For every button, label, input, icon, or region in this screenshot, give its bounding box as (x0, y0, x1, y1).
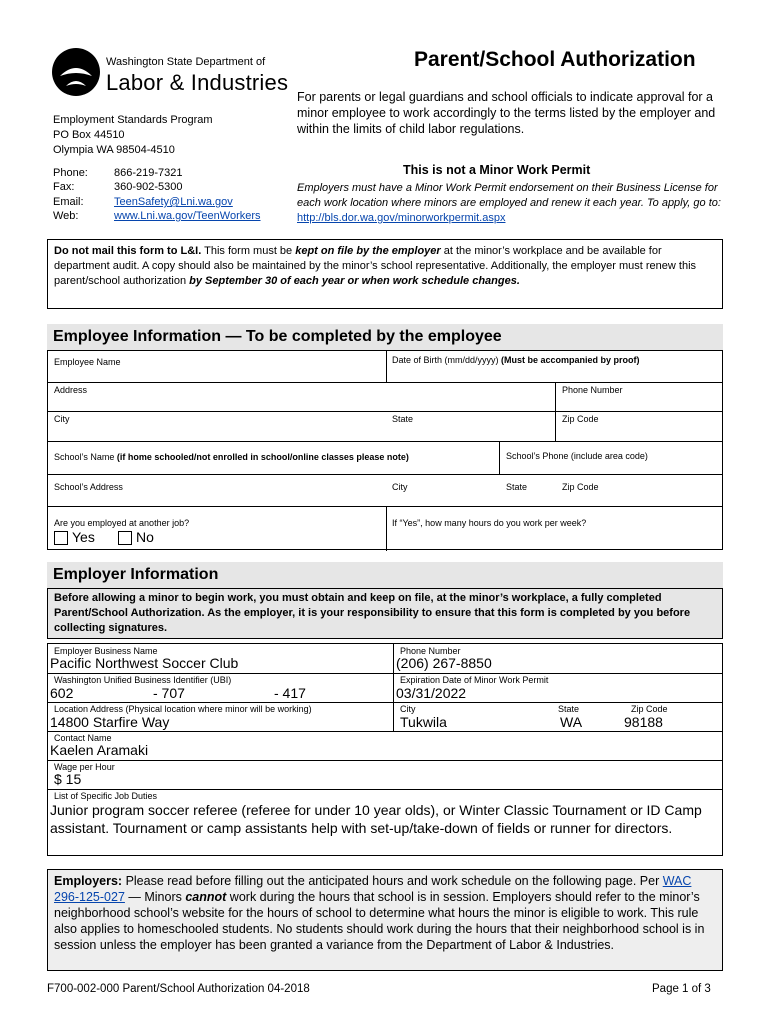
phone-number-label: Phone Number (562, 385, 623, 395)
dob-label-bold: (Must be accompanied by proof) (501, 355, 640, 365)
contact-value[interactable]: Kaelen Aramaki (50, 742, 149, 758)
no-checkbox[interactable] (118, 531, 132, 545)
city-label: City (54, 414, 70, 424)
not-permit-heading: This is not a Minor Work Permit (403, 163, 591, 177)
biz-name-label: Employer Business Name (54, 646, 158, 656)
expiration-value[interactable]: 03/31/2022 (396, 685, 467, 701)
school-name-label (54, 452, 409, 462)
location-label: Location Address (Physical location where minor will be working) (54, 704, 312, 714)
employers-note-text2: — Minors (124, 890, 186, 904)
biz-name-value[interactable]: Pacific Northwest Soccer Club (50, 655, 239, 671)
duties-label: List of Specific Job Duties (54, 791, 158, 801)
duties-value[interactable]: Junior program soccer referee (referee for under 10 year olds), or Winter Classic Tournament or ID Camp assistant. Tournament or camp assistants help with set-up/take-down of fields or runner for directors. (50, 802, 702, 836)
loc-state-label: State (558, 704, 580, 714)
employers-note-text1: Please read before filling out the anticipated hours and work schedule on the following page. Per (122, 874, 663, 888)
email-label: Email: (53, 196, 84, 208)
employers-note-lead: Employers: (54, 874, 123, 888)
employer-section-heading: Employer Information (47, 562, 723, 588)
expiration-label: Expiration Date of Minor Work Permit (400, 675, 549, 685)
wage-label: Wage per Hour (54, 762, 115, 772)
email-link[interactable]: TeenSafety@Lni.wa.gov (114, 196, 233, 208)
state-label: State (392, 414, 414, 424)
loc-city-label: City (400, 704, 416, 714)
dob-label-text: Date of Birth (mm/dd/yyyy) (392, 355, 502, 365)
hours-label: If “Yes”, how many hours do you work per week? (392, 518, 587, 528)
ubi-part3[interactable]: - 417 (274, 685, 306, 701)
permit-link[interactable]: http://bls.dor.wa.gov/minorworkpermit.aspx (297, 212, 506, 224)
notice-text2: at the minor’s workplace and be available for department audit. A copy should also be maintained by the minor’s school representative. Additionally, the employer must renew this parent/school authorization (54, 245, 697, 287)
dob-label (392, 355, 640, 365)
employers-note-bold: cannot (185, 890, 227, 904)
location-value[interactable]: 14800 Starfire Way (50, 714, 170, 730)
employer-grid (47, 643, 723, 856)
fax-label: Fax: (53, 181, 75, 193)
web-link[interactable]: www.Lni.wa.gov/TeenWorkers (114, 210, 261, 222)
school-phone-label: School’s Phone (include area code) (506, 451, 648, 461)
wac-link[interactable]: WAC 296-125-027 (54, 874, 692, 904)
school-state-label: State (506, 482, 528, 492)
loc-zip-value[interactable]: 98188 (624, 714, 663, 730)
yes-checkbox[interactable] (54, 531, 68, 545)
zip-label: Zip Code (562, 414, 599, 424)
program-name: Employment Standards Program (53, 114, 213, 126)
notice-bold1: kept on file by the employer (295, 245, 441, 257)
yes-option[interactable] (54, 529, 95, 545)
employer-phone-value[interactable]: (206) 267-8850 (396, 655, 492, 671)
dept-line1: Washington State Department of (106, 56, 266, 68)
school-zip-label: Zip Code (562, 482, 599, 492)
dept-line2: Labor & Industries (106, 70, 289, 95)
ubi-label: Washington Unified Business Identifier (UBI) (54, 675, 232, 685)
notice-lead: Do not mail this form to L&I. (54, 245, 202, 257)
notice-text1: This form must be (201, 245, 296, 257)
city-line: Olympia WA 98504-4510 (53, 144, 175, 156)
notice-box (47, 239, 723, 309)
fax-value: 360-902-5300 (114, 181, 183, 193)
school-city-label: City (392, 482, 408, 492)
po-box: PO Box 44510 (53, 129, 125, 141)
address-label: Address (54, 385, 88, 395)
form-id: F700-002-000 Parent/School Authorization 04-2018 (47, 983, 310, 995)
employer-note: Before allowing a minor to begin work, you must obtain and keep on file, at the minor’s workplace, a fully completed Parent/School Authorization. As the employer, it is your responsibility to ensure that this form is completed by you before collecting signatures. (47, 588, 723, 639)
employers-note-text3: work during the hours that school is in session. Employers should refer to the minor’s neighborhood school’s website for the hours of school to determine what hours the minor is eligible to work. This rule also applies to homeschooled students. No students should work during the hours that their neighborhood school is in session unless the employer has been granted a variance from the Department of Labor & Industries. (54, 890, 705, 952)
loc-city-value[interactable]: Tukwila (400, 714, 447, 730)
employee-section-heading: Employee Information — To be completed by the employee (47, 324, 723, 350)
phone-value: 866-219-7321 (114, 167, 183, 179)
no-label: No (136, 529, 154, 545)
ubi-part1[interactable]: 602 (50, 685, 74, 701)
web-label: Web: (53, 210, 79, 222)
other-job-label: Are you employed at another job? (54, 518, 190, 528)
school-address-label: School’s Address (54, 482, 123, 492)
yes-label: Yes (72, 529, 95, 545)
wage-value[interactable]: $ 15 (54, 771, 82, 787)
employee-name-label: Employee Name (54, 357, 121, 367)
page-number: Page 1 of 3 (652, 983, 711, 995)
school-label-bold: (if home schooled/not enrolled in school/online classes please note) (116, 452, 409, 462)
intro-text: For parents or legal guardians and school officials to indicate approval for a minor employee to work accordingly to the terms listed by the employer and within the limits of child labor regulations. (297, 90, 716, 136)
employers-note-box (47, 869, 723, 971)
contact-label: Contact Name (54, 733, 112, 743)
page-title: Parent/School Authorization (414, 48, 696, 71)
employer-phone-label: Phone Number (400, 646, 461, 656)
loc-zip-label: Zip Code (631, 704, 668, 714)
permit-note (297, 181, 721, 226)
permit-note-text: Employers must have a Minor Work Permit endorsement on their Business License for each work location where minors are employed and renew it each year. To apply, go to: (297, 182, 721, 209)
school-label-text: School’s Name (54, 452, 117, 462)
no-option[interactable] (118, 529, 154, 545)
employee-grid (47, 350, 723, 550)
loc-state-value[interactable]: WA (560, 714, 583, 730)
ubi-part2[interactable]: - 707 (153, 685, 185, 701)
notice-bold2: by September 30 of each year or when work schedule changes. (189, 275, 520, 287)
phone-label: Phone: (53, 167, 88, 179)
lni-logo-icon (50, 46, 102, 98)
